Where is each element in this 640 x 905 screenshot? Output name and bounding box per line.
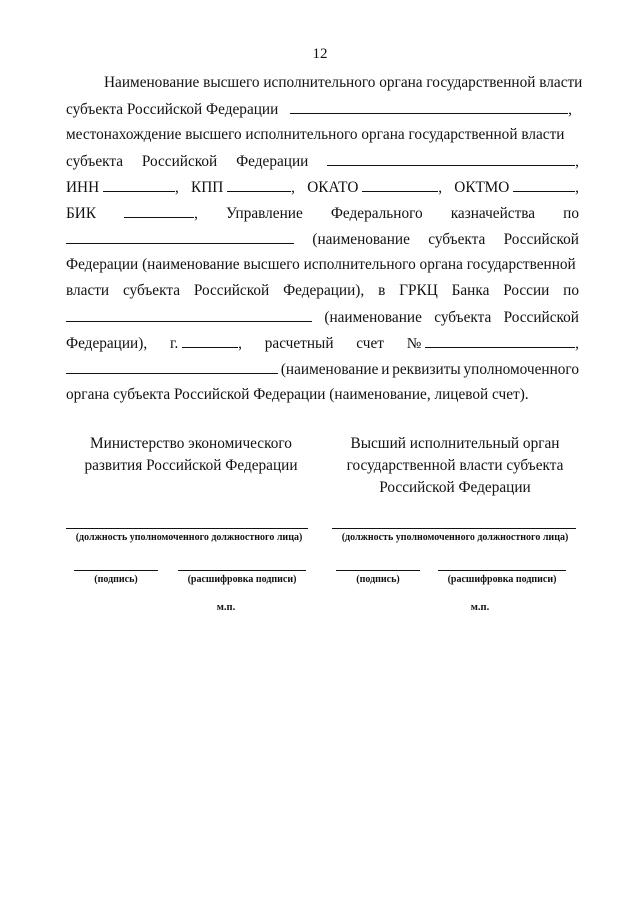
- body-line-1: Наименование высшего исполнительного органа государственной власти: [104, 74, 583, 91]
- bik-label: БИК: [66, 205, 97, 222]
- word: Федерации),: [66, 335, 148, 352]
- bik-field: [124, 202, 194, 218]
- right-signature-line: [336, 570, 420, 571]
- word: по: [563, 282, 579, 299]
- kpp-label: КПП: [191, 179, 224, 196]
- word: субъекта: [428, 231, 486, 248]
- left-signature-caption: (подпись): [94, 574, 138, 585]
- body-line-2: субъекта Российской Федерации ,: [66, 98, 579, 120]
- word: в: [378, 282, 386, 299]
- word: Российской: [503, 231, 579, 248]
- left-party-line-2: развития Российской Федерации: [84, 457, 298, 474]
- oktmo-field: [513, 176, 575, 192]
- left-party-line-1: Министерство экономического: [90, 435, 292, 452]
- body-line-8: Федерации (наименование высшего исполнительного органа государственной: [66, 256, 576, 273]
- city-label: г.: [169, 335, 179, 352]
- body-line-10: [66, 306, 579, 328]
- right-party-line-1: Высший исполнительный орган: [350, 435, 560, 452]
- word: субъекта: [434, 309, 492, 326]
- body-line-4: субъекта Российской Федерации ,: [66, 150, 579, 172]
- word: Управление: [226, 205, 303, 222]
- word: власти: [66, 282, 110, 299]
- right-signature-caption: (подпись): [356, 574, 400, 585]
- subject-name-field: [290, 98, 568, 114]
- word: и: [381, 361, 390, 378]
- word: Российской: [141, 153, 218, 170]
- word: ГРКЦ: [399, 282, 438, 299]
- authorized-body-field: [66, 358, 278, 374]
- account-number-field: [425, 332, 575, 348]
- left-decoding-caption: (расшифровка подписи): [187, 574, 297, 585]
- word: Российской: [503, 309, 579, 326]
- right-party-line-2: государственной власти субъекта: [346, 457, 564, 474]
- word: субъекта: [66, 153, 124, 170]
- word: (наименование: [312, 231, 410, 248]
- body-line-9: [66, 280, 579, 302]
- body-line-11: Федерации), г. , расчетный счет № ,: [66, 332, 579, 354]
- word: Российской: [193, 282, 270, 299]
- right-position-caption: (должность уполномоченного должностного лица): [341, 532, 569, 543]
- word: (наименование: [280, 361, 379, 378]
- word: по: [563, 205, 579, 222]
- oktmo-label: ОКТМО: [454, 179, 510, 196]
- body-line-5: ИНН , КПП , ОКАТО , ОКТМО ,: [66, 176, 579, 198]
- left-position-line: [66, 528, 308, 529]
- word: уполномоченного: [463, 361, 579, 378]
- okato-label: ОКАТО: [307, 179, 359, 196]
- treasury-subject-field: [66, 228, 294, 244]
- body-line-6: БИК , Управление Федерального казначейства по: [66, 202, 579, 224]
- word: казначейства: [450, 205, 536, 222]
- body-line-7: [66, 228, 579, 250]
- right-position-line: [332, 528, 576, 529]
- body-line-12: [66, 358, 579, 380]
- location-label: местонахождение высшего исполнительного органа государственной власти: [66, 126, 565, 143]
- word: субъекта: [122, 282, 180, 299]
- okato-field: [362, 176, 438, 192]
- city-field: [182, 332, 238, 348]
- left-party-heading: [66, 433, 316, 477]
- word: счет: [356, 335, 384, 352]
- left-signature-line: [74, 570, 158, 571]
- subject-label: субъекта Российской Федерации: [66, 101, 279, 118]
- word: России: [503, 282, 550, 299]
- inn-label: ИНН: [66, 179, 100, 196]
- body-line-13: органа субъекта Российской Федерации (наименование, лицевой счет).: [66, 386, 529, 403]
- left-stamp-label: м.п.: [216, 602, 236, 613]
- kpp-field: [227, 176, 291, 192]
- word: Федерации),: [283, 282, 365, 299]
- word: Федерации: [236, 153, 309, 170]
- word: (наименование: [324, 309, 422, 326]
- word: реквизиты: [392, 361, 461, 378]
- page-number: 12: [312, 46, 328, 62]
- right-decoding-caption: (расшифровка подписи): [447, 574, 557, 585]
- account-number-label: №: [406, 335, 422, 352]
- right-party-line-3: Российской Федерации: [379, 479, 531, 496]
- word: Федерального: [330, 205, 423, 222]
- left-position-caption: (должность уполномоченного должностного лица): [75, 532, 303, 543]
- bank-subject-field: [66, 306, 312, 322]
- left-decoding-line: [178, 570, 306, 571]
- word: Банка: [451, 282, 490, 299]
- body-line-3: [66, 124, 579, 146]
- inn-field: [103, 176, 175, 192]
- right-party-heading: [330, 433, 580, 499]
- right-stamp-label: м.п.: [470, 602, 490, 613]
- location-field: [327, 150, 575, 166]
- right-decoding-line: [438, 570, 566, 571]
- word: расчетный: [264, 335, 334, 352]
